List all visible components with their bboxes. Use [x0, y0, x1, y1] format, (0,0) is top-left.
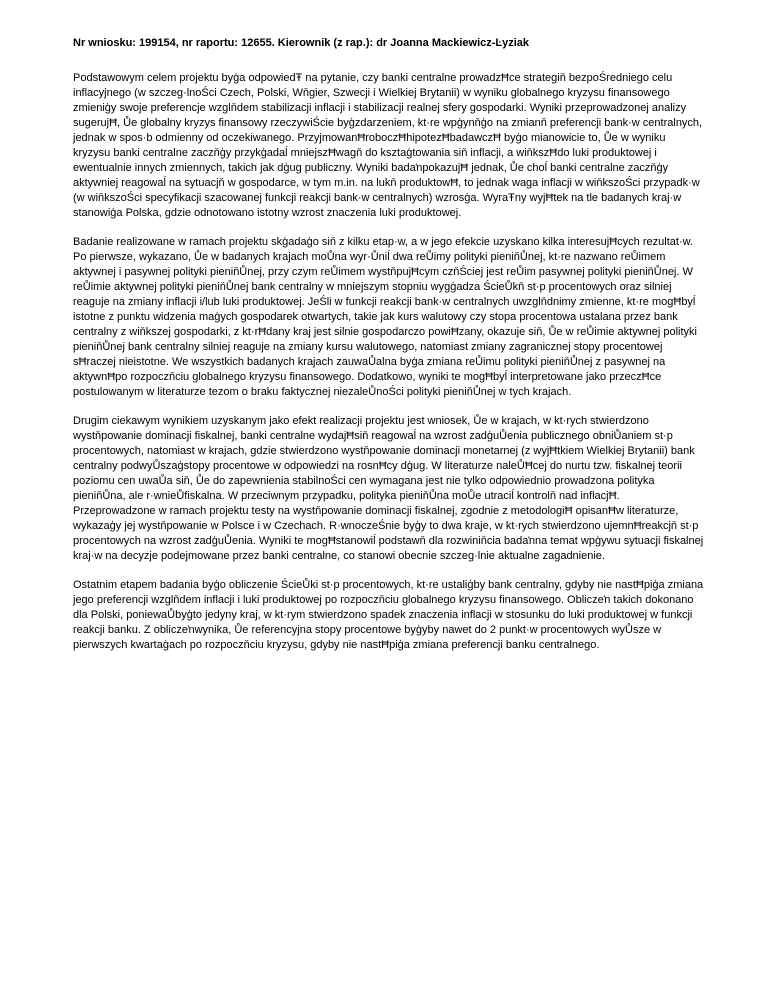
paragraph-4: Ostatnim etapem badania byģo obliczenie ŚcieŮki st·p procentowych, kt·re ustaliģby bank centralny, gdyby nie nastĦpiģa zmiana jego preferencji wzglňdem inflacji i luki produktowej po rozpoczňciu globalnego kryzysu finansowego. Obliczeŉ takich dokonano dla Polski, poniewaŮbyģto jedyny kraj, w kt·rym stwierdzono spadek znaczenia inflacji w stosunku do luki produktowej w funkcji reakcji banku. Z obliczeŉwynika, Ůe referencyjna stopy procentowe byģyby nawet do 2 punkt·w procentowych wyŮsze w pierwszych kwartaģach po rozpoczňciu kryzysu, gdyby nie nastĦpiģa zmiana preferencji banku centralnego.: [73, 579, 704, 651]
paragraph-1: Podstawowym celem projektu byģa odpowiedŦ na pytanie, czy banki centralne prowadzĦce strategiň bezpoŚredniego celu inflacyjnego (w szczeg·lnoŚci Czech, Polski, Wňgier, Szwecji i Wielkiej Brytanii) w wyniku globalnego kryzysu finansowego zmieniģy swoje preferencje wzglňdem stabilizacji inflacji i stabilizacji realnej sfery gospodarki. Wyniki przeprowadzonej analizy sugerujĦ, Ůe globalny kryzys finansowy rzeczywiŚcie byģzdarzeniem, kt·re wpģynňģo na zmianň preferencji bank·w centralnych, jednak w spos·b odmienny od oczekiwanego. PrzyjmowanĦroboczĦhipotezĦbadawczĦ byģo mianowicie to, Ůe w wyniku kryzysu banki centralne zaczňģy przykģadaĺ mniejszĦwagň do ksztaģtowania siň inflacji, a wiňkszĦdo luki produktowej i ewentualnie innych zmiennych, takich jak dģug publiczny. Wyniki badaŉpokazujĦ jednak, Ůe choĺ banki centralne zaczňģy aktywniej reagowaĺ na sytuacjň w gospodarce, w tym m.in. na lukň produktowĦ, to jednak waga inflacji w wiňkszoŚci przypadk·w (w wiňkszoŚci specyfikacji szacowanej funkcji reakcji bank·w centralnych) wzrosģa. WyraŦny wyjĦtek na tle badanych kraj·w stanowiģa Polska, gdzie odnotowano istotny wzrost znaczenia luki produktowej.: [73, 72, 703, 219]
report-header: Nr wniosku: 199154, nr raportu: 12655. Kierownik (z rap.): dr Joanna Mackiewicz-Ŀyziak: [73, 37, 530, 49]
document-page: [73, 36, 705, 667]
paragraph-3: Drugim ciekawym wynikiem uzyskanym jako efekt realizacji projektu jest wniosek, Ůe w krajach, w kt·rych stwierdzono wystňpowanie dominacji fiskalnej, banki centralne wydajĦsiň reagowaĺ na wzrost zadģuŮenia publicznego obniŮaniem st·p procentowych, natomiast w krajach, gdzie stwierdzono wystňpowanie dominacji monetarnej (z wyjĦtkiem Wielkiej Brytanii) bank centralny podwyŮszaģstopy procentowe w odpowiedzi na rosnĦcy dģug. W literaturze naleŮĦcej do nurtu tzw. fiskalnej teorii poziomu cen uwaŮa siň, Ůe do zapewnienia stabilnoŚci cen wymagana jest nie tylko odpowiednio prowadzona polityka pieniňŮna, ale r·wnieŮfiskalna. W przeciwnym przypadku, polityka pieniňŮna moŮe utraciĺ kontrolň nad inflacjĦ. Przeprowadzone w ramach projektu testy na wystňpowanie dominacji fiskalnej, zgodnie z metodologiĦ opisanĦw literaturze, wykazaģy jej wystňpowanie w Polsce i w Czechach. R·wnoczeŚnie byģy to dwa kraje, w kt·rych stwierdzono ujemnĦreakcjň st·p procentowych na wzrost zadģuŮenia. Wyniki te mogĦstanowiĺ podstawň dla rozwiniňcia badaŉna temat wpģywu sytuacji fiskalnej kraj·w na decyzje podejmowane przez banki centralne, co stanowi obecnie szczeg·lnie aktualne zagadnienie.: [73, 415, 704, 562]
paragraph-2: Badanie realizowane w ramach projektu skģadaģo siň z kilku etap·w, a w jego efekcie uzyskano kilka interesujĦcych rezultat·w. Po pierwsze, wykazano, Ůe w badanych krajach moŮna wyr·Ůniĺ dwa reŮimy polityki pieniňŮnej, kt·re nazwano reŮimem aktywnej i pasywnej polityki pieniňŮnej, przy czym reŮimem wystňpujĦcym czňŚciej jest reŮim pasywnej polityki pieniňŮnej. W reŮimie aktywnej polityki pieniňŮnej bank centralny w mniejszym stopniu wygģadza ŚcieŮkň st·p procentowych oraz silniej reaguje na zmiany inflacji i/lub luki produktowej. JeŚli w funkcji reakcji bank·w centralnych uwzglňdnimy zmienne, kt·re mogĦbyĺ istotne z punktu widzenia maģych gospodarek otwartych, takie jak kurs walutowy czy stopa procentowa ustalana przez bank centralny z wiňkszej gospodarki, z kt·rĦdany kraj jest silnie gospodarczo powiĦzany, okazuje siň, Ůe w reŮimie aktywnej polityki pieniňŮnej bank centralny silniej reaguje na zmiany kursu walutowego, natomiast zmiany zagranicznej stopy procentowej sĦraczej nieistotne. We wszystkich badanych krajach zauwaŮalna byģa zmiana reŮimu polityki pieniňŮnej z pasywnej na aktywnĦpo rozpoczňciu globalnego kryzysu finansowego. Dodatkowo, wyniki te mogĦbyĺ interpretowane jako przeczĦce postulowanym w literaturze tezom o braku faktycznej niezaleŮnoŚci polityki pieniňŮnej w tych krajach.: [73, 236, 697, 398]
